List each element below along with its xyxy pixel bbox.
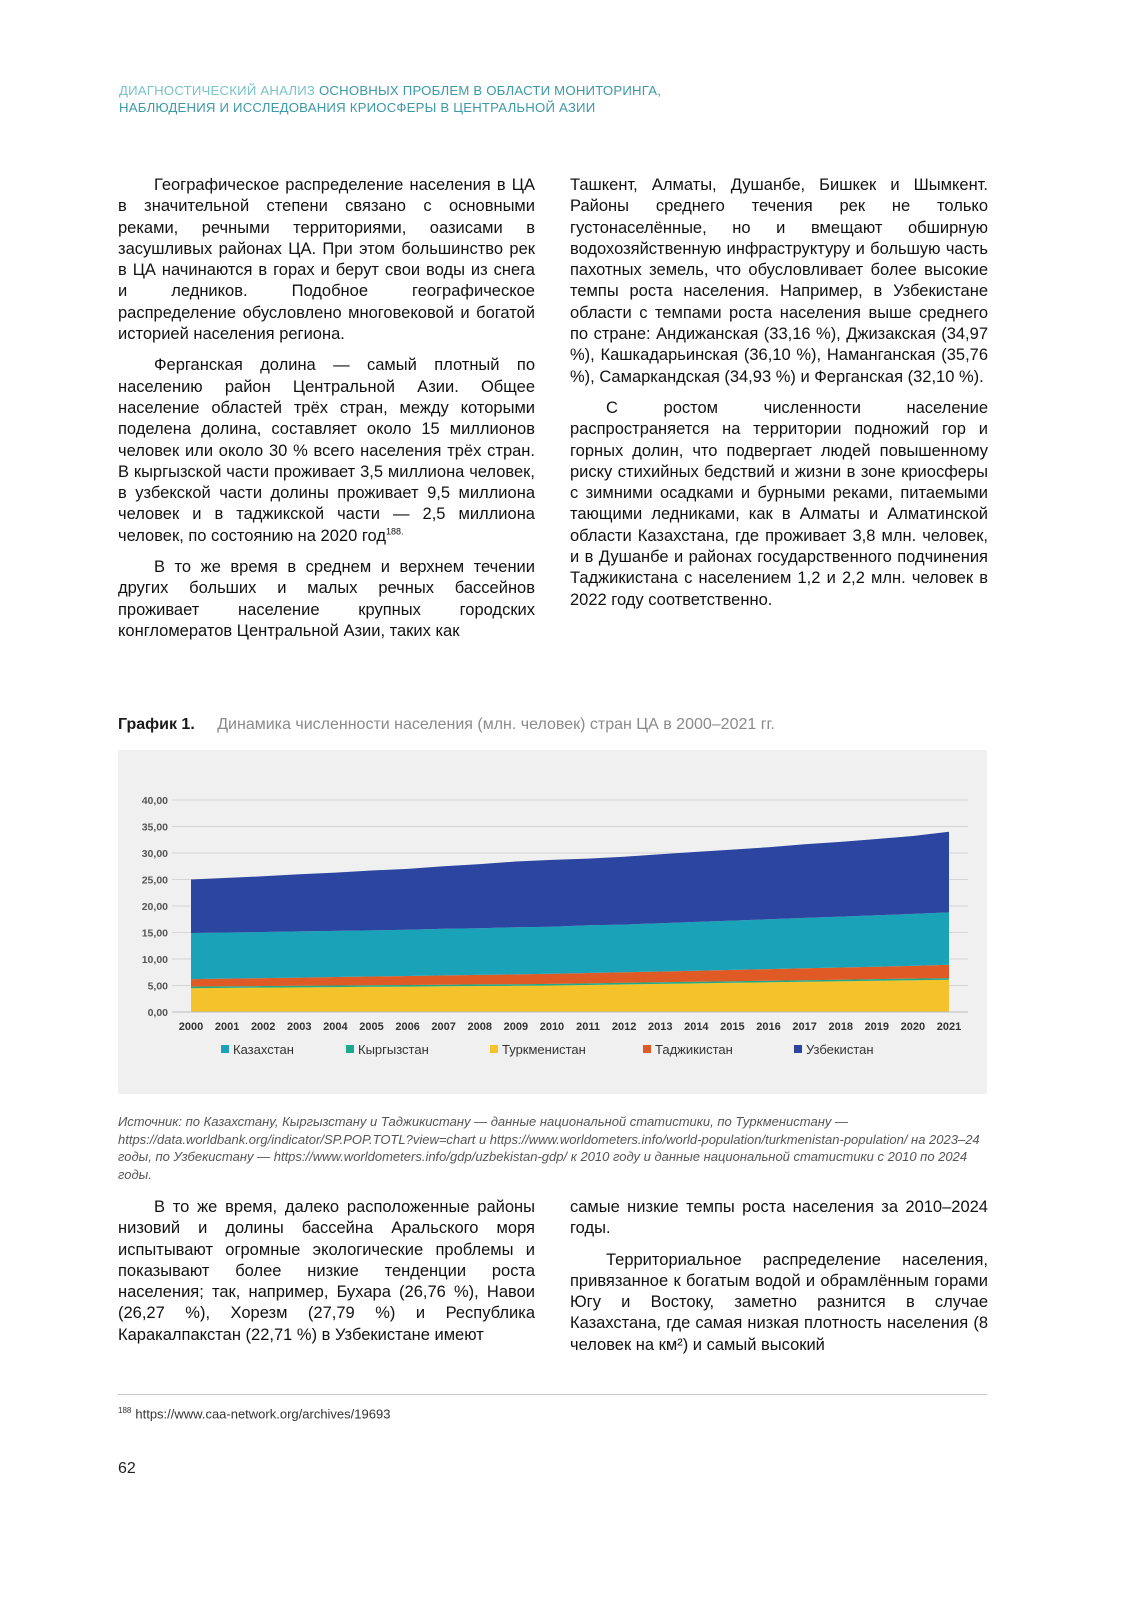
y-tick-label: 40,00 — [141, 795, 168, 807]
legend-label: Узбекистан — [806, 1042, 874, 1057]
figure-caption — [118, 715, 775, 735]
x-tick-label: 2019 — [864, 1021, 890, 1033]
legend-swatch — [221, 1045, 229, 1053]
x-tick-label: 2005 — [359, 1021, 384, 1033]
paragraph: В то же время в среднем и верхнем течении других больших и малых речных бассейнов проживает население крупных городских конгломератов Центральной Азии, таких как — [118, 558, 535, 640]
text-column-left-bottom — [118, 1197, 535, 1356]
x-tick-label: 2004 — [323, 1021, 348, 1033]
x-tick-label: 2018 — [828, 1021, 853, 1033]
header-part-2: ОСНОВНЫХ ПРОБЛЕМ В ОБЛАСТИ МОНИТОРИНГА, — [318, 83, 662, 98]
footnote-link[interactable]: https://www.caa-network.org/archives/19693 — [135, 1406, 391, 1422]
x-tick-label: 2014 — [684, 1021, 709, 1033]
paragraph: Географическое распределение населения в ЦА в значительной степени связано с основными реками, речными территориями, оазисами в засушливых районах ЦА. При этом большинство рек в ЦА начинаются в горах и берут свои воды из снега и ледников. Подобное географическое распределение обусловлено многовековой и богатой историей населения региона. — [118, 176, 535, 344]
y-tick-label: 5,00 — [147, 980, 168, 993]
footnote-number: 188 — [118, 1406, 132, 1415]
paragraph: В то же время, далеко расположенные районы низовий и долины бассейна Аральского моря испытывают огромные экологические проблемы и показывают более низкие тенденции роста населения; так, например, Бухара (26,76 %), Навои (26,27 %), Хорезм (27,79 %) и Республика Каракалпакстан (22,71 %) в Узбекистане имеют — [118, 1198, 535, 1344]
x-tick-label: 2002 — [250, 1021, 276, 1033]
paragraph: Ташкент, Алматы, Душанбе, Бишкек и Шымкент. Районы среднего течения рек не только густонаселённые, но и вмещают обширную водохозяйственную инфраструктуру и большую часть пахотных земель, что обусловливает более высокие темпы роста населения. Например, в Узбекистане области с темпами роста населения выше среднего по стране: Андижанская (33,16 %), Джизакская (34,97 %), Кашкадарьинская (36,10 %), Наманганская (35,76 %), Самаркандская (34,93 %) и Ферганская (32,10 %). — [570, 176, 988, 386]
x-tick-label: 2008 — [467, 1021, 493, 1033]
chart-legend — [221, 1042, 874, 1057]
y-tick-label: 35,00 — [141, 821, 168, 834]
y-tick-label: 30,00 — [141, 848, 168, 860]
legend-swatch — [643, 1045, 651, 1053]
x-tick-label: 2003 — [287, 1021, 312, 1033]
x-tick-label: 2000 — [178, 1021, 204, 1033]
legend-swatch — [490, 1045, 498, 1053]
chart-canvas — [118, 750, 987, 1094]
x-tick-label: 2017 — [792, 1021, 817, 1033]
legend-label: Таджикистан — [655, 1042, 733, 1057]
legend-label: Туркменистан — [502, 1042, 586, 1057]
x-tick-label: 2007 — [431, 1021, 456, 1033]
paragraph — [118, 355, 535, 547]
legend-label: Казахстан — [233, 1042, 294, 1057]
x-tick-label: 2020 — [900, 1021, 926, 1033]
figure-title: Динамика численности населения (млн. человек) стран ЦА в 2000–2021 гг. — [217, 716, 775, 733]
y-tick-label: 25,00 — [141, 874, 168, 887]
x-tick-label: 2016 — [756, 1021, 781, 1033]
x-tick-label: 2011 — [576, 1021, 600, 1033]
footnote — [118, 1402, 390, 1422]
paragraph: Территориальное распределение населения, привязанное к богатым водой и обрамлённым горами Югу и Востоку, заметно разнится в случае Казахстана, где самая низкая плотность населения (8 человек на км²) и самый высокий — [570, 1250, 988, 1354]
paragraph: самые низкие темпы роста населения за 2010–2024 годы. — [570, 1198, 988, 1238]
paragraph-text: Ферганская долина — самый плотный по населению район Центральной Азии. Общее население областей трёх стран, между которыми поделена долина, составляет около 15 миллионов человек или около 30 % всего населения трёх стран. В кыргызской части проживает 3,5 миллиона человек, в узбекской части долины проживает 9,5 миллиона человек и в таджикской части — 2,5 миллиона человек, по состоянию на 2020 год — [118, 356, 535, 545]
legend-label: Кыргызстан — [358, 1042, 429, 1057]
x-tick-label: 2015 — [720, 1021, 745, 1033]
population-chart — [118, 750, 987, 1094]
y-tick-label: 10,00 — [141, 954, 168, 966]
x-tick-label: 2021 — [936, 1021, 962, 1033]
figure-source: Источник: по Казахстану, Кыргызстану и Таджикистану — данные национальной статистики, по Туркменистану — https://data.worldbank.org/indicator/SP.POP.TOTL?view=chart и https://www.worldometers.info/world-population/turkmenistan-population/ на 2023–24 годы, по Узбекистану — https://www.worldometers.info/gdp/uzbekistan-gdp/ к 2010 году и данные национальной статистики с 2010 по 2024 годы. — [118, 1114, 980, 1182]
footnote-divider — [118, 1394, 987, 1395]
x-tick-label: 2013 — [647, 1021, 673, 1033]
legend-swatch — [794, 1045, 802, 1053]
legend-swatch — [346, 1045, 354, 1053]
running-header — [119, 82, 839, 116]
text-column-left-top — [118, 175, 535, 652]
y-tick-label: 0,00 — [147, 1007, 168, 1019]
x-tick-label: 2010 — [539, 1021, 565, 1033]
footnote-reference[interactable]: 188. — [385, 526, 404, 537]
text-column-right-top — [570, 175, 988, 621]
x-tick-label: 2001 — [214, 1021, 240, 1033]
x-tick-label: 2009 — [503, 1021, 529, 1033]
x-tick-label: 2006 — [395, 1021, 420, 1033]
header-part-1: ДИАГНОСТИЧЕСКИЙ АНАЛИЗ — [119, 83, 316, 98]
x-tick-label: 2012 — [611, 1021, 637, 1033]
figure-label: График 1. — [118, 716, 195, 733]
paragraph: С ростом численности население распространяется на территории подножий гор и горных долин, что подвергает людей повышенному риску стихийных бедствий и жизни в зоне криосферы с зимними осадками и бурными реками, питаемыми тающими ледниками, как в Алматы и Алматинской области Казахстана, где проживает 3,8 млн. человек, и в Душанбе и районах государственного подчинения Таджикистана с населением 1,2 и 2,2 млн. человек в 2022 году соответственно. — [570, 398, 988, 609]
header-line-2: НАБЛЮДЕНИЯ И ИССЛЕДОВАНИЯ КРИОСФЕРЫ В ЦЕНТРАЛЬНОЙ АЗИИ — [119, 100, 596, 115]
y-tick-label: 15,00 — [141, 927, 168, 940]
y-tick-label: 20,00 — [141, 901, 168, 913]
chart-areas — [191, 832, 949, 1012]
text-column-right-bottom — [570, 1197, 988, 1366]
page-number: 62 — [118, 1460, 136, 1477]
